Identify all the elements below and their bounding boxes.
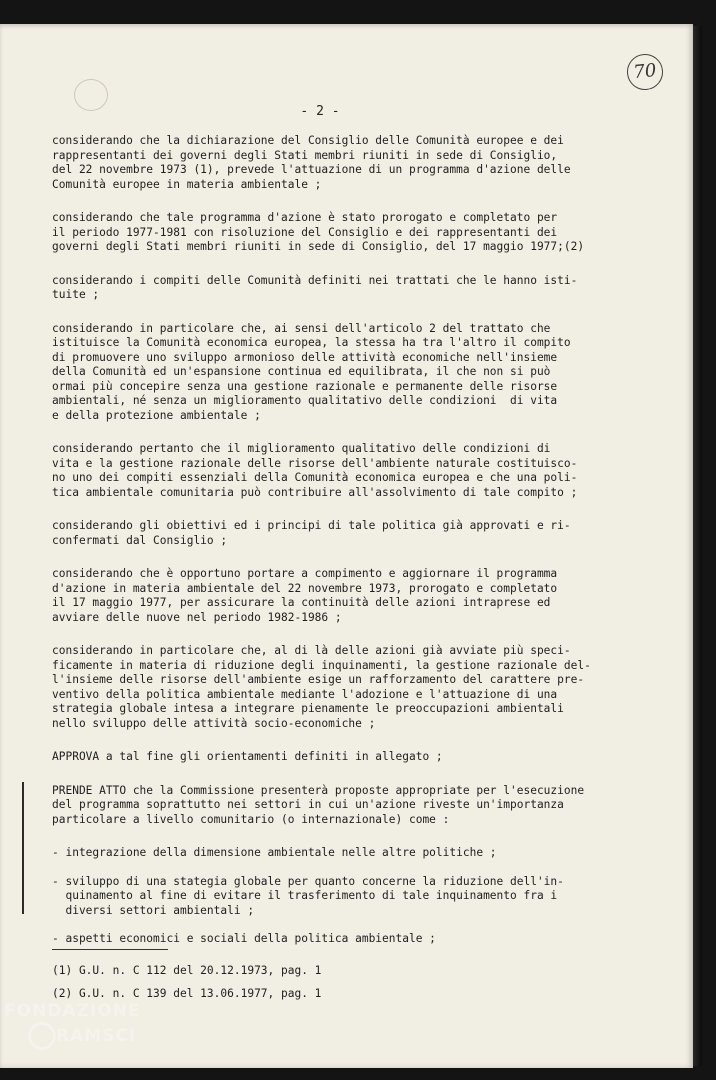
paragraph: considerando in particolare che, al di là delle azioni già avviate più speci- ficamente in materia di riduzione degli inquinamenti, la gestione razionale del- l'insieme delle risorse dell'ambiente esige un rafforzamento del carattere pre- ventivo della politica ambientale mediante l'adozione e l'attuazione di una strategia globale intesa a integrare pienamente le preoccupazioni ambientali nello sviluppo delle attività socio-economiche ; [52,644,591,730]
paragraph: considerando in particolare che, ai sensi dell'articolo 2 del trattato che istituisce la Comunità economica europea, la stessa ha tra l'altro il compito di promuovere uno sviluppo armonioso delle attività economiche nell'insieme della Comunità ed un'espansione continua ed equilibrata, il che non si può ormai più concepire senza una gestione razionale e permanente delle risorse ambientali, né senza un miglioramento qualitativo delle condizioni di vita e della protezione ambientale ; [52,321,571,422]
paragraph: considerando che tale programma d'azione è stato prorogato e completato per il periodo 1977-1981 con risoluzione del Consiglio e dei rappresentanti dei governi degli Stati membri riuniti in sede di Consiglio, del 17 maggio 1977;(2) [52,211,585,253]
footnote-divider [52,949,168,950]
watermark-line1: FONDAZIONE [4,1001,141,1021]
page-number: - 2 - [300,104,340,119]
footnotes [52,959,321,1005]
document-page [0,24,693,1068]
acknowledgement-paragraph: PRENDE ATTO che la Commissione presenterà proposte appropriate per l'esecuzione del programma soprattutto nei settori in cui un'azione riveste un'importanza particolare a livello comunitario (o internazionale) come : [52,783,585,826]
paragraph: considerando che la dichiarazione del Consiglio delle Comunità europee e dei rappresentanti dei governi degli Stati membri riuniti in sede di Consiglio, del 22 novembre 1973 (1), prevede l'attuazione di un programma d'azione delle Comunità europee in materia ambientale ; [52,134,571,191]
page-stamp: 70 [625,52,665,92]
archive-watermark [4,1000,141,1050]
footnote: (1) G.U. n. C 112 del 20.12.1973, pag. 1 [52,964,322,977]
approval-paragraph: APPROVA a tal fine gli orientamenti definiti in allegato ; [52,750,443,763]
binder-edge [692,26,702,1066]
margin-bar [22,782,24,914]
list-item: - sviluppo di una stategia globale per quanto concerne la riduzione dell'in- quinamento al fine di evitare il trasferimento di tale inquinamento fra i diversi settori ambientali ; [52,874,564,917]
watermark-line2: RAMSCI [56,1026,137,1046]
watermark-g-logo-icon [28,1022,56,1050]
document-body [52,134,642,961]
paragraph: considerando gli obiettivi ed i principi di tale politica già approvati e ri- confermati dal Consiglio ; [52,519,571,547]
paragraph: considerando che è opportuno portare a compimento e aggiornare il programma d'azione in materia ambientale del 22 novembre 1973, prorogato e completato il 17 maggio 1977, per assicurare la continuità delle azioni intraprese ed avviare delle nuove nel periodo 1982-1986 ; [52,567,558,624]
paragraph: considerando pertanto che il miglioramento qualitativo delle condizioni di vita e la gestione razionale delle risorse dell'ambiente naturale costituisco- no uno dei compiti essenziali della Comunità economica europea e che una poli- tica ambientale comunitaria può contribuire all'assolvimento di tale compito ; [52,442,578,499]
paragraph: considerando i compiti delle Comunità definiti nei trattati che le hanno isti- tuite ; [52,273,578,301]
footnote: (2) G.U. n. C 139 del 13.06.1977, pag. 1 [52,987,322,1000]
list-item: - aspetti economici e sociali della politica ambientale ; [52,932,436,945]
list-item: - integrazione della dimensione ambientale nelle altre politiche ; [52,846,497,859]
